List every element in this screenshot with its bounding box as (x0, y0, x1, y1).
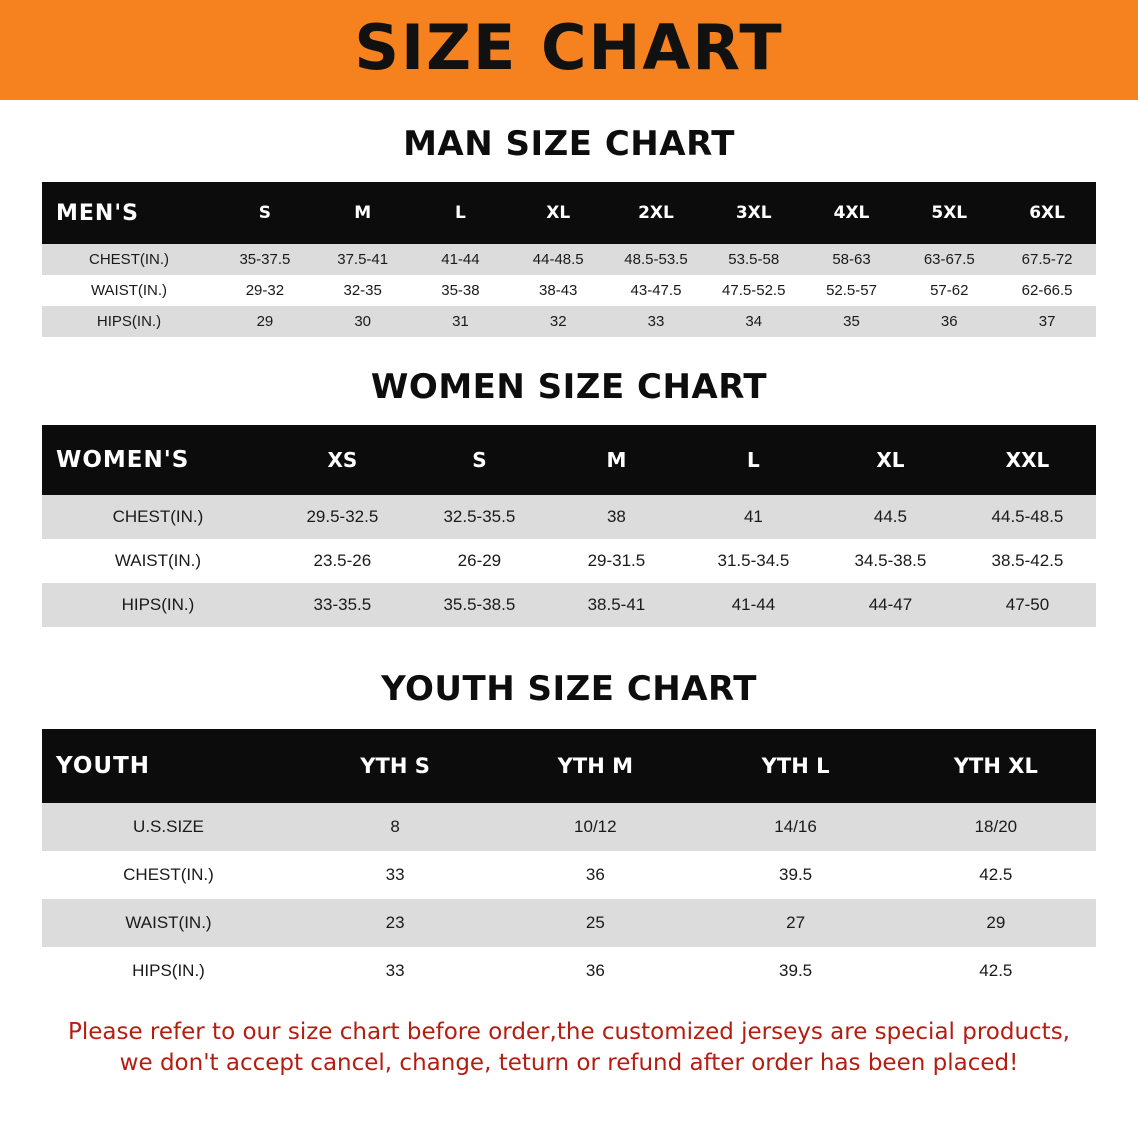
cell: 37 (998, 306, 1096, 337)
row-label: HIPS(IN.) (42, 583, 274, 627)
women-size-table (42, 425, 1096, 627)
cell: 26-29 (411, 539, 548, 583)
cell: 18/20 (896, 803, 1096, 851)
youth-table-wrap (42, 729, 1096, 995)
column-header: L (685, 425, 822, 495)
cell: 53.5-58 (705, 244, 803, 275)
banner (0, 0, 1138, 100)
cell: 32 (509, 306, 607, 337)
youth-table-label-header: YOUTH (42, 729, 295, 803)
cell: 39.5 (695, 947, 895, 995)
man-section-heading: MAN SIZE CHART (403, 124, 735, 164)
cell: 38.5-41 (548, 583, 685, 627)
column-header: 2XL (607, 182, 705, 244)
cell: 35-38 (412, 275, 510, 306)
cell: 38.5-42.5 (959, 539, 1096, 583)
column-header: S (411, 425, 548, 495)
table-row (42, 899, 1096, 947)
cell: 47-50 (959, 583, 1096, 627)
cell: 33 (295, 947, 495, 995)
column-header: M (314, 182, 412, 244)
cell: 47.5-52.5 (705, 275, 803, 306)
page-title: SIZE CHART (354, 11, 784, 84)
cell: 38 (548, 495, 685, 539)
cell: 35-37.5 (216, 244, 314, 275)
cell: 27 (695, 899, 895, 947)
table-header-row (42, 729, 1096, 803)
cell: 33 (607, 306, 705, 337)
cell: 62-66.5 (998, 275, 1096, 306)
table-row (42, 803, 1096, 851)
cell: 41-44 (685, 583, 822, 627)
cell: 42.5 (896, 851, 1096, 899)
disclaimer-line-1: Please refer to our size chart before order,the customized jerseys are special products, (67, 1019, 1070, 1045)
disclaimer-note (40, 1017, 1098, 1079)
column-header: 4XL (803, 182, 901, 244)
column-header: YTH L (695, 729, 895, 803)
cell: 10/12 (495, 803, 695, 851)
column-header: XL (509, 182, 607, 244)
column-header: XXL (959, 425, 1096, 495)
column-header: L (412, 182, 510, 244)
column-header: YTH XL (896, 729, 1096, 803)
cell: 33 (295, 851, 495, 899)
disclaimer-line-2: we don't accept cancel, change, teturn or refund after order has been placed! (119, 1050, 1019, 1077)
cell: 52.5-57 (803, 275, 901, 306)
women-table-body (42, 495, 1096, 627)
column-header: M (548, 425, 685, 495)
cell: 44-48.5 (509, 244, 607, 275)
cell: 44-47 (822, 583, 959, 627)
cell: 43-47.5 (607, 275, 705, 306)
row-label: HIPS(IN.) (42, 947, 295, 995)
man-table-head (42, 182, 1096, 244)
cell: 29 (896, 899, 1096, 947)
man-table-label-header: MEN'S (42, 182, 216, 244)
women-table-wrap (42, 425, 1096, 627)
table-row (42, 583, 1096, 627)
cell: 37.5-41 (314, 244, 412, 275)
table-row (42, 851, 1096, 899)
row-label: CHEST(IN.) (42, 244, 216, 275)
row-label: HIPS(IN.) (42, 306, 216, 337)
cell: 31.5-34.5 (685, 539, 822, 583)
cell: 8 (295, 803, 495, 851)
cell: 29-32 (216, 275, 314, 306)
row-label: CHEST(IN.) (42, 851, 295, 899)
man-size-table (42, 182, 1096, 337)
cell: 44.5-48.5 (959, 495, 1096, 539)
women-section-heading: WOMEN SIZE CHART (370, 367, 768, 407)
cell: 41 (685, 495, 822, 539)
column-header: YTH M (495, 729, 695, 803)
column-header: YTH S (295, 729, 495, 803)
column-header: 6XL (998, 182, 1096, 244)
table-row (42, 947, 1096, 995)
cell: 32-35 (314, 275, 412, 306)
row-label: WAIST(IN.) (42, 899, 295, 947)
cell: 44.5 (822, 495, 959, 539)
cell: 25 (495, 899, 695, 947)
cell: 30 (314, 306, 412, 337)
table-row (42, 495, 1096, 539)
cell: 29.5-32.5 (274, 495, 411, 539)
youth-section-heading: YOUTH SIZE CHART (381, 669, 757, 709)
column-header: 3XL (705, 182, 803, 244)
cell: 23.5-26 (274, 539, 411, 583)
youth-table-body (42, 803, 1096, 995)
cell: 29 (216, 306, 314, 337)
table-row (42, 539, 1096, 583)
cell: 42.5 (896, 947, 1096, 995)
cell: 36 (900, 306, 998, 337)
cell: 33-35.5 (274, 583, 411, 627)
cell: 57-62 (900, 275, 998, 306)
row-label: U.S.SIZE (42, 803, 295, 851)
youth-size-table (42, 729, 1096, 995)
cell: 58-63 (803, 244, 901, 275)
cell: 35 (803, 306, 901, 337)
man-table-wrap (42, 182, 1096, 337)
cell: 48.5-53.5 (607, 244, 705, 275)
cell: 31 (412, 306, 510, 337)
man-table-body (42, 244, 1096, 337)
table-header-row (42, 425, 1096, 495)
column-header: XS (274, 425, 411, 495)
row-label: WAIST(IN.) (42, 539, 274, 583)
cell: 39.5 (695, 851, 895, 899)
row-label: CHEST(IN.) (42, 495, 274, 539)
cell: 32.5-35.5 (411, 495, 548, 539)
table-row (42, 275, 1096, 306)
row-label: WAIST(IN.) (42, 275, 216, 306)
cell: 14/16 (695, 803, 895, 851)
women-table-label-header: WOMEN'S (42, 425, 274, 495)
cell: 34.5-38.5 (822, 539, 959, 583)
cell: 63-67.5 (900, 244, 998, 275)
cell: 35.5-38.5 (411, 583, 548, 627)
column-header: XL (822, 425, 959, 495)
cell: 38-43 (509, 275, 607, 306)
table-row (42, 306, 1096, 337)
column-header: S (216, 182, 314, 244)
cell: 41-44 (412, 244, 510, 275)
cell: 29-31.5 (548, 539, 685, 583)
column-header: 5XL (900, 182, 998, 244)
cell: 67.5-72 (998, 244, 1096, 275)
youth-table-head (42, 729, 1096, 803)
cell: 36 (495, 947, 695, 995)
cell: 36 (495, 851, 695, 899)
table-row (42, 244, 1096, 275)
women-table-head (42, 425, 1096, 495)
table-header-row (42, 182, 1096, 244)
cell: 34 (705, 306, 803, 337)
cell: 23 (295, 899, 495, 947)
